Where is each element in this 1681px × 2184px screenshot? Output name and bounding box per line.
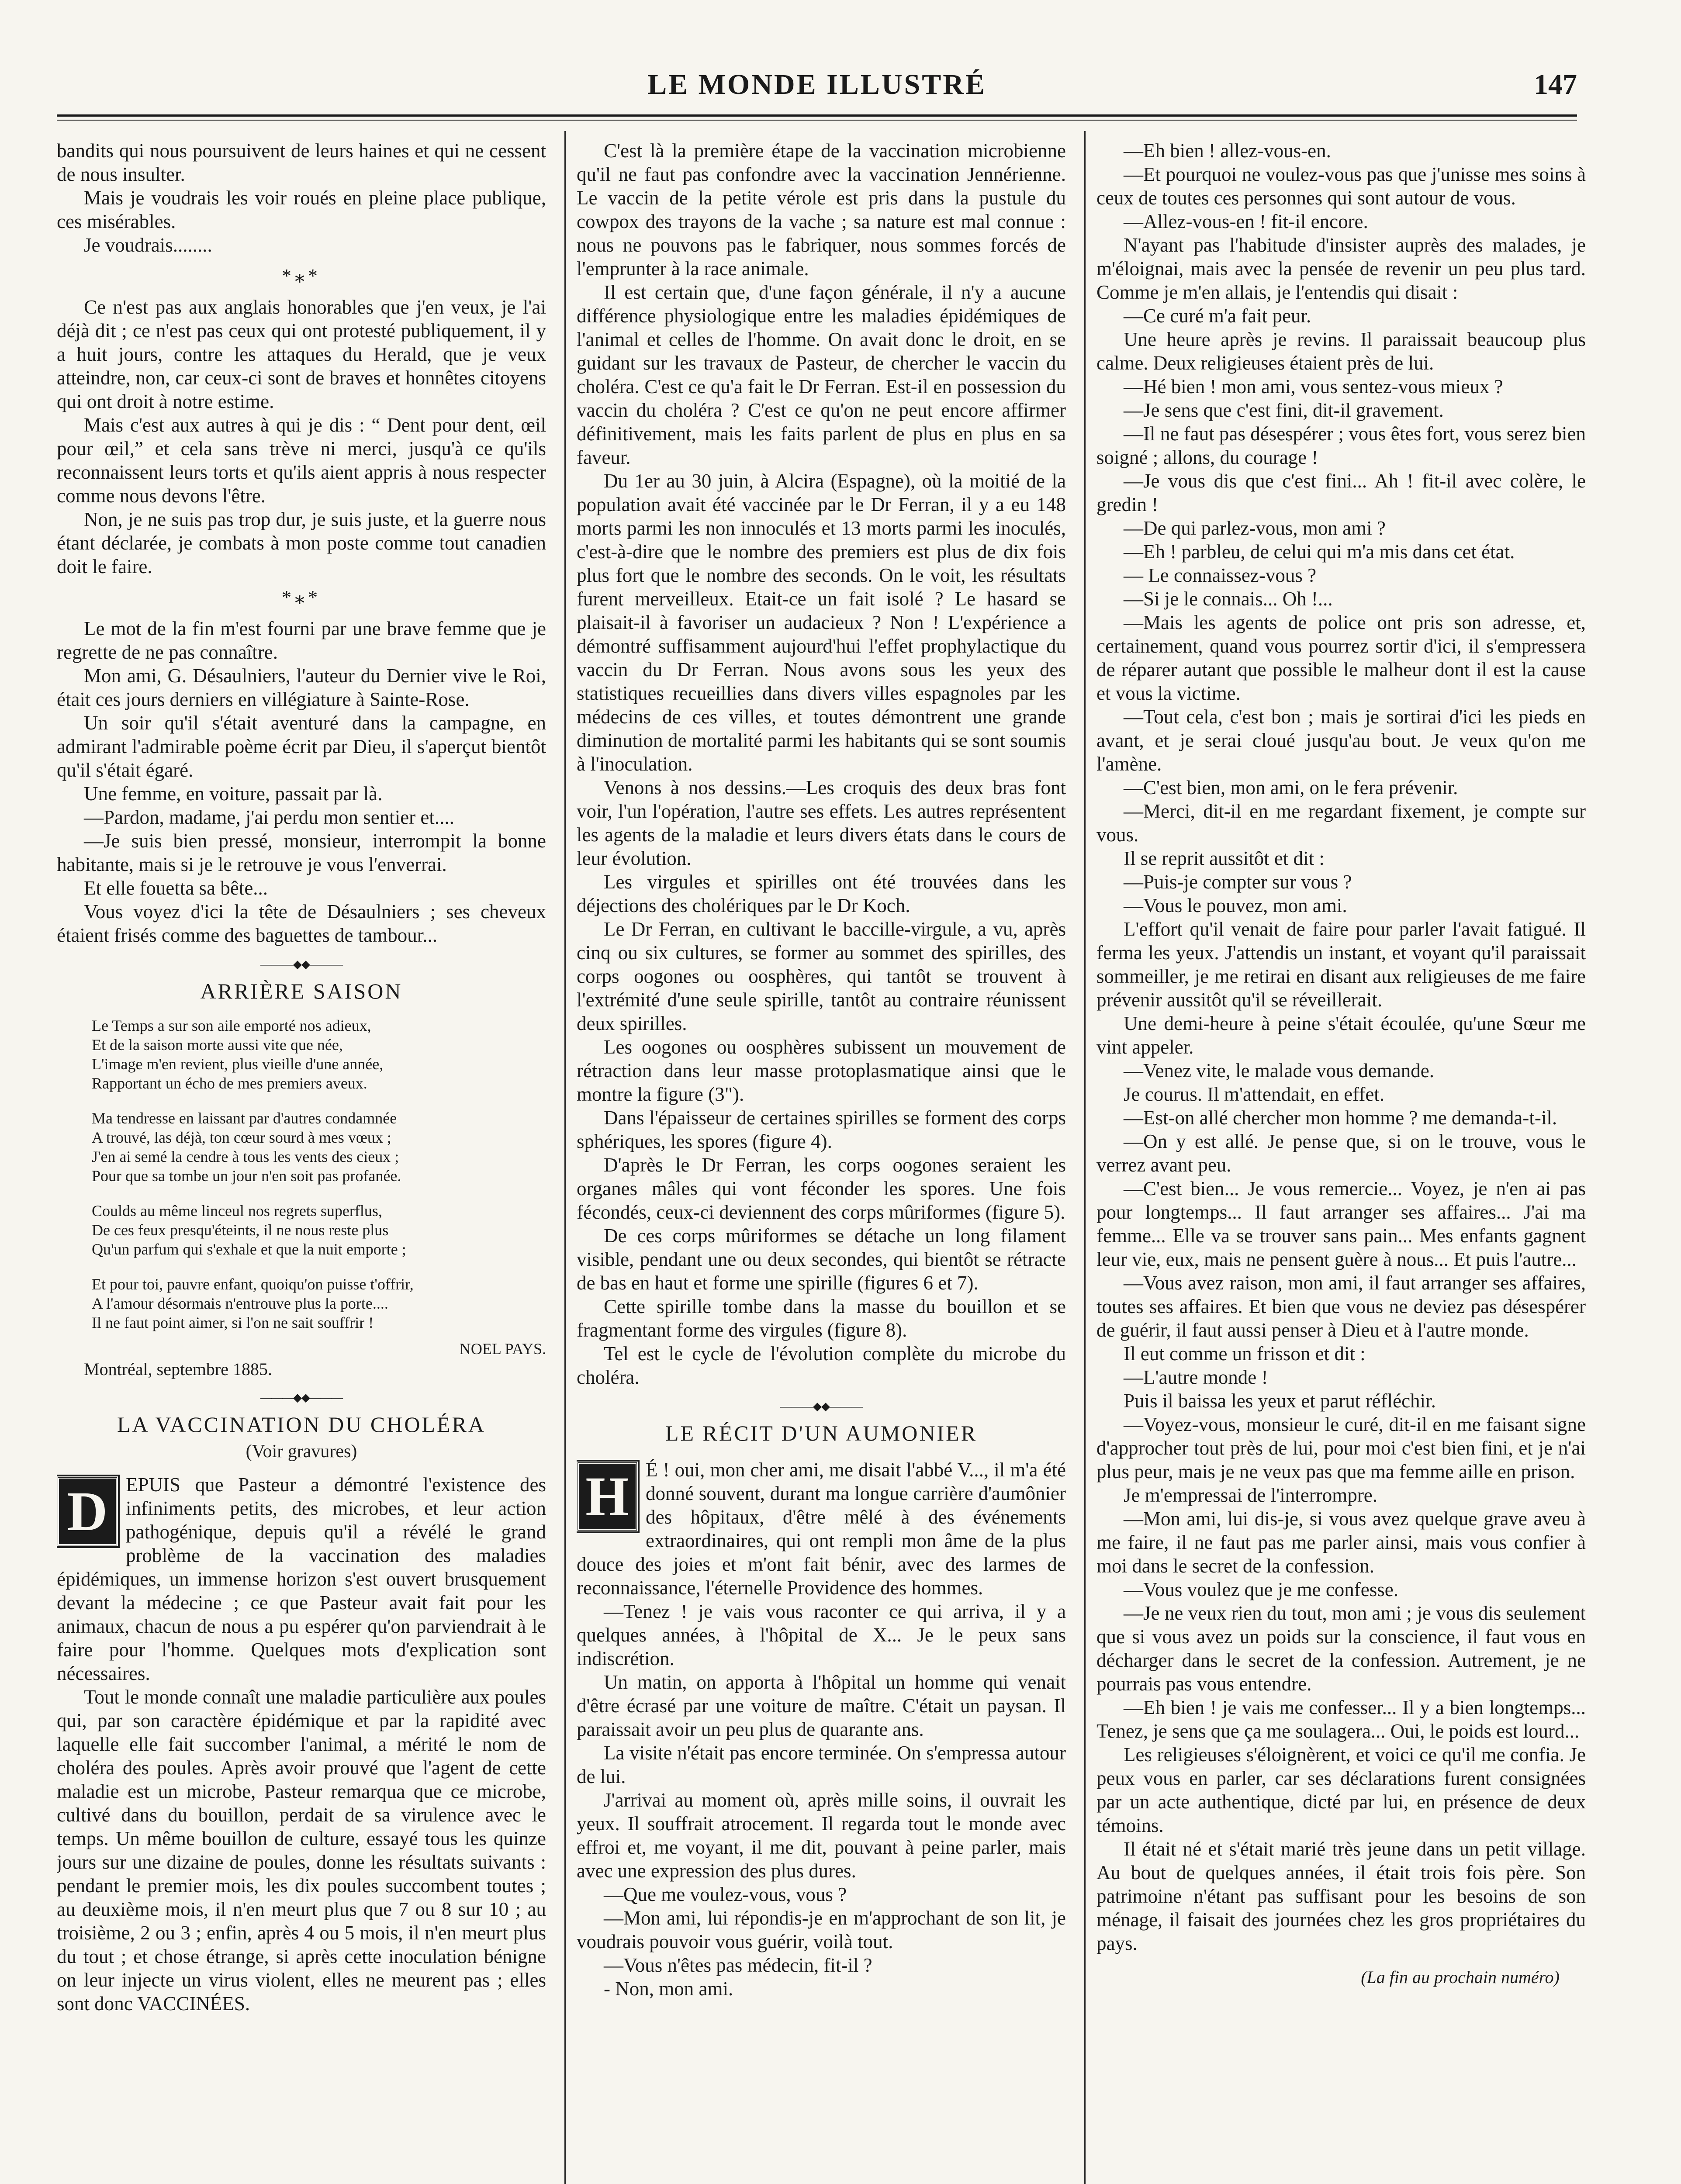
masthead-title: LE MONDE ILLUSTRÉ [647,69,986,100]
paragraph: —Je suis bien pressé, monsieur, interrompit la bonne habitante, mais si je le retrouve je vous l'enverrai. [57,830,546,875]
paragraph: La visite n'était pas encore terminée. On s'empressa autour de lui. [577,1742,1066,1787]
paragraph: D'après le Dr Ferran, les corps oogones seraient les organes mâles qui vont féconder les spores. Une fois fécondés, ceux-ci deviennent des corps mûriformes (figure 5). [577,1154,1066,1223]
poem-title: ARRIÈRE SAISON [200,979,403,1003]
paragraph: —Ce curé m'a fait peur. [1124,305,1311,327]
article-title: LA VACCINATION DU CHOLÉRA [117,1412,486,1437]
poem-line: Et de la saison morte aussi vite que née, [92,1036,343,1054]
paragraph: —Vous avez raison, mon ami, il faut arranger ses affaires, toutes ses affaires. Et bien que vous ne deviez pas désespérer de guérir, il faut aussi penser à Dieu et à l'autre monde. [1096,1272,1586,1341]
paragraph: Du 1er au 30 juin, à Alcira (Espagne), où la moitié de la population avait été vaccinée par le Dr Ferran, il y a eu 148 morts parmi les non innoculés et 13 morts parmi les inoculés, c'est-à-dire que le nombre des premiers est plus de dix fois plus fort que le nombre des seconds. On le voit, les résultats furent merveilleux. Etait-ce un fait isolé ? Le hasard se plaisait-il à favoriser un audacieux ? Non ! L'expérience a démontré suffisamment aujourd'hui l'effet prophylactique du vaccin du Dr Ferran. Nous avons sous les yeux des statistiques recueillies dans divers villes espagnoles par les médecins de ces villes, et toutes démontrent une grande diminution de mortalité parmi les habitants qui se sont soumis à l'inoculation. [577,470,1066,775]
poem-line: A l'amour désormais n'entrouve plus la porte.... [92,1295,388,1312]
paragraph: —Puis-je compter sur vous ? [1124,871,1352,893]
paragraph: —Vous voulez que je me confesse. [1124,1579,1399,1600]
paragraph: Les virgules et spirilles ont été trouvées dans les déjections des cholériques par le Dr Koch. [577,871,1066,916]
paragraph: Une demi-heure à peine s'était écoulée, qu'une Sœur me vint appeler. [1096,1013,1586,1058]
paragraph: —Si je le connais... Oh !... [1124,588,1333,610]
paragraph: Un matin, on apporta à l'hôpital un homme qui venait d'être écrasé par une voiture de maître. C'était un paysan. Il paraissait avoir un peu plus de quarante ans. [577,1671,1066,1740]
paragraph: Il était né et s'était marié très jeune dans un petit village. Au bout de quelques années, il était trois fois père. Son patrimoine n'étant pas suffisant pour les besoins de son ménage, il faisait des journées chez les gros propriétaires du pays. [1096,1838,1586,1954]
poem-line: Et pour toi, pauvre enfant, quoiqu'on puisse t'offrir, [92,1275,414,1293]
paragraph: Il se reprit aussitôt et dit : [1124,847,1325,869]
paragraph: —Mon ami, lui dis-je, si vous avez quelque grave aveu à me faire, il ne faut pas me parler ainsi, mais vous confier à moi dans le secret de la confession. [1096,1508,1586,1577]
paragraph: Les religieuses s'éloignèrent, et voici ce qu'il me confia. Je peux vous en parler, car ses déclarations furent consignées par un acte authentique, dicté par lui, en présence de deux témoins. [1096,1744,1586,1836]
paragraph: Non, je ne suis pas trop dur, je suis juste, et la guerre nous étant déclarée, je combats à mon poste comme tout canadien doit le faire. [57,508,546,577]
paragraph: —Eh bien ! je vais me confesser... Il y a bien longtemps... Tenez, je sens que ça me soulagera... Oui, le poids est lourd... [1096,1697,1586,1742]
paragraph: Le mot de la fin m'est fourni par une brave femme que je regrette de ne pas connaître. [57,618,546,663]
paragraph: —Mon ami, lui répondis-je en m'approchant de son lit, je voudrais pouvoir vous guérir, voilà tout. [577,1907,1066,1952]
section-ornament: ———◆◆——— [260,1391,342,1404]
story-opening [577,1458,1066,1600]
paragraph: Je courus. Il m'attendait, en effet. [1124,1083,1385,1105]
paragraph: Le Dr Ferran, en cultivant le baccille-virgule, a vu, après cinq ou six cultures, se former au sommet des spirilles, des corps oogones ou oosphères, qui tantôt se trouvent à l'extrémité d'une seule spirille, tantôt au contraire réunissent deux spirilles. [577,918,1066,1034]
column-divider [564,131,566,2184]
section-ornament: ———◆◆——— [780,1400,862,1413]
paragraph: Il est certain que, d'une façon générale, il n'y a aucune différence physiologique entre les maladies épidémiques de l'animal et celles de l'homme. On avait donc le droit, en se guidant sur les travaux de Pasteur, de chercher le vaccin du choléra. C'est ce qu'a fait le Dr Ferran. Est-il en possession du vaccin du choléra ? C'est ce qu'on ne peut encore affirmer définitivement, mais les faits parlent de plus en plus en sa faveur. [577,281,1066,468]
paragraph: Un soir qu'il s'était aventuré dans la campagne, en admirant l'admirable poème écrit par Dieu, il s'aperçut bientôt qu'il s'était égaré. [57,712,546,781]
asterism: *⁎* [282,265,321,287]
paragraph: —Eh bien ! allez-vous-en. [1124,140,1331,162]
paragraph: —Pardon, madame, j'ai perdu mon sentier et.... [84,806,454,828]
poem-line: Il ne faut point aimer, si l'on ne sait souffrir ! [92,1314,374,1331]
poem-stanza [92,1201,546,1259]
paragraph: —C'est bien, mon ami, on le fera prévenir. [1124,777,1458,798]
paragraph: - Non, mon ami. [604,1978,733,2000]
poem-line: Coulds au même linceul nos regrets superflus, [92,1202,382,1220]
continued-note: (La fin au prochain numéro) [1361,1967,1560,1987]
poem-line: L'image m'en revient, plus vieille d'une année, [92,1055,384,1073]
paragraph: —Que me voulez-vous, vous ? [604,1883,847,1905]
page-number: 147 [1534,69,1577,100]
paragraph: —Vous n'êtes pas médecin, fit-il ? [604,1954,872,1976]
paragraph: Mon ami, G. Désaulniers, l'auteur du Dernier vive le Roi, était ces jours derniers en villégiature à Sainte-Rose. [57,665,546,710]
asterism: *⁎* [282,587,321,608]
paragraph: —Je ne veux rien du tout, mon ami ; je vous dis seulement que si vous avez un poids sur la conscience, il faut vous en décharger dans le secret de la confession. Autrement, je ne pourrais pas vous entendre. [1096,1602,1586,1695]
paragraph: —C'est bien... Je vous remercie... Voyez, je n'en ai pas pour longtemps... Il faut arranger ses affaires... J'ai ma femme... Elle va se trouver sans pain... Mes enfants gagnent leur vie, eux, mais ne pensent guère à nous... Et puis l'autre... [1096,1178,1586,1270]
poem-stanza [92,1016,546,1093]
paragraph: —Je vous dis que c'est fini... Ah ! fit-il avec colère, le gredin ! [1096,470,1586,515]
poem-line: J'en ai semé la cendre à tous les vents des cieux ; [92,1148,399,1165]
paragraph: —Et pourquoi ne voulez-vous pas que j'unisse mes soins à ceux de toutes ces personnes qui sont autour de vous. [1096,163,1586,209]
article-opening [57,1473,546,1685]
paragraph: — Le connaissez-vous ? [1124,564,1317,586]
paragraph: Puis il baissa les yeux et parut réfléchir. [1124,1390,1436,1412]
page-header [57,66,1577,118]
paragraph: De ces corps mûriformes se détache un long filament visible, pendant une ou deux secondes, qui bientôt se rétracte de bas en haut et forme une spirille (figures 6 et 7). [577,1225,1066,1294]
paragraph: —Tout cela, c'est bon ; mais je sortirai d'ici les pieds en avant, et je serai cloué jusqu'au bout. Je veux qu'on me l'amène. [1096,706,1586,775]
paragraph: É ! oui, mon cher ami, me disait l'abbé V..., il m'a été donné souvent, durant ma longue carrière d'aumônier des hôpitaux, d'être mêlé à des événements extraordinaires, qui ont rempli mon âme de la plus douce des joies et m'ont fait bénir, avec des larmes de reconnaissance, l'éternelle Providence des hommes. [577,1459,1066,1599]
paragraph: —On y est allé. Je pense que, si on le trouve, vous le verrez avant peu. [1096,1130,1586,1176]
paragraph: —Mais les agents de police ont pris son adresse, et, certainement, quand vous pourrez sortir d'ici, il s'empressera de réparer autant que possible le malheur dont il est la cause et vous la victime. [1096,612,1586,704]
drop-cap: H [577,1462,638,1531]
paragraph: Ce n'est pas aux anglais honorables que j'en veux, je l'ai déjà dit ; ce n'est pas ceux qui ont protesté publiquement, il y a huit jours, contre les attaques du Herald, que je veux atteindre, non, car ceux-ci sont de braves et honnêtes citoyens qui ont droit à notre estime. [57,296,546,412]
paragraph: Dans l'épaisseur de certaines spirilles se forment des corps sphériques, les spores (figure 4). [577,1107,1066,1152]
story-continuation [1096,139,1586,1955]
paragraph: Mais je voudrais les voir roués en pleine place publique, ces misérables. [57,187,546,232]
drop-cap: D [57,1476,118,1546]
story-title: LE RÉCIT D'UN AUMONIER [665,1421,978,1445]
paragraph: Une heure après je revins. Il paraissait beaucoup plus calme. Deux religieuses étaient près de lui. [1096,328,1586,374]
poem-line: A trouvé, las déjà, ton cœur sourd à mes vœux ; [92,1129,391,1146]
paragraph: —Eh ! parbleu, de celui qui m'a mis dans cet état. [1124,541,1515,563]
paragraph: EPUIS que Pasteur a démontré l'existence des infiniments petits, des microbes, et leur action pathogénique, depuis qu'il a révélé le grand problème de la vaccination des maladies épidémiques, un immense horizon s'est ouvert brusquement devant la médecine ; ce que Pasteur avait fait pour les animaux, chacun de nous a pu espérer qu'on parviendrait à le faire pour l'homme. Quelques mots d'explication sont nécessaires. [57,1474,546,1684]
paragraph: Tout le monde connaît une maladie particulière aux poules qui, par son caractère épidémique et par la rapidité avec laquelle elle fait succomber l'animal, a mérité le nom de choléra des poules. Après avoir prouvé que l'agent de cette maladie est un microbe, Pasteur remarqua que ce microbe, cultivé dans du bouillon, perdait de sa virulence avec le temps. Un même bouillon de culture, essayé tous les quinze jours sur une dizaine de poules, donne les résultats suivants : pendant le premier mois, les dix poules succombent toutes ; au deuxième mois, il n'en meurt plus que 7 ou 8 sur 10 ; au troisième, 2 ou 3 ; enfin, après 4 ou 5 mois, il n'en meurt plus du tout ; et chose étrange, si après cette inoculation bénigne on leur injecte un virus violent, elles ne meurent pas ; elles sont donc VACCINÉES. [57,1686,546,2015]
column-divider [1084,131,1086,2184]
paragraph: Tel est le cycle de l'évolution complète du microbe du choléra. [577,1343,1066,1388]
paragraph: —Tenez ! je vais vous raconter ce qui arriva, il y a quelques années, à l'hôpital de X... Je le peux sans indiscrétion. [577,1600,1066,1669]
paragraph: —Hé bien ! mon ami, vous sentez-vous mieux ? [1124,376,1503,397]
paragraph: Et elle fouetta sa bête... [84,877,268,899]
poem-line: De ces feux presqu'éteints, il ne nous reste plus [92,1221,389,1239]
paragraph: Vous voyez d'ici la tête de Désaulniers ; ses cheveux étaient frisés comme des baguettes de tambour... [57,901,546,946]
paragraph: —Venez vite, le malade vous demande. [1124,1060,1434,1082]
paragraph: Mais c'est aux autres à qui je dis : “ Dent pour dent, œil pour œil,” et cela sans trève ni merci, jusqu'à ce qu'ils reconnaissent leurs torts et qu'ils aient appris à nous respecter comme nous devons l'être. [57,414,546,507]
header-rule [57,114,1577,117]
paragraph: N'ayant pas l'habitude d'insister auprès des malades, je m'éloignai, mais avec la pensée de revenir un peu plus tard. Comme je m'en allais, je l'entendis qui disait : [1096,234,1586,303]
column-2 [577,139,1066,2184]
poem-line: Rapportant un écho de mes premiers aveux. [92,1075,367,1092]
paragraph: Cette spirille tombe dans la masse du bouillon et se fragmentant forme des virgules (figure 8). [577,1296,1066,1341]
poem-stanza [92,1275,546,1332]
poem-stanza [92,1109,546,1185]
paragraph: Je voudrais........ [84,234,212,256]
paragraph: —Est-on allé chercher mon homme ? me demanda-t-il. [1124,1107,1557,1129]
paragraph: —Vous le pouvez, mon ami. [1124,895,1347,916]
paragraph: —Merci, dit-il en me regardant fixement, je compte sur vous. [1096,800,1586,846]
paragraph: bandits qui nous poursuivent de leurs haines et qui ne cessent de nous insulter. [57,140,546,185]
section-ornament: ———◆◆——— [260,958,342,971]
paragraph: Une femme, en voiture, passait par là. [84,783,383,805]
poem-line: Qu'un parfum qui s'exhale et que la nuit emporte ; [92,1241,406,1258]
poem-signature: NOEL PAYS. [459,1340,546,1358]
poem-line: Pour que sa tombe un jour n'en soit pas profanée. [92,1167,401,1185]
paragraph: Il eut comme un frisson et dit : [1124,1343,1366,1365]
poem-line: Ma tendresse en laissant par d'autres condamnée [92,1109,397,1127]
column-3 [1096,139,1586,2184]
article-subtitle: (Voir gravures) [246,1441,357,1462]
paragraph: J'arrivai au moment où, après mille soins, il ouvrait les yeux. Il souffrait atrocement. Il regarda tout le monde avec effroi et, me voyant, il me dit, pouvant à peine parler, mais avec une expression des plus dures. [577,1789,1066,1882]
poem-line: Le Temps a sur son aile emporté nos adieux, [92,1017,371,1034]
paragraph: —L'autre monde ! [1124,1366,1268,1388]
paragraph: Venons à nos dessins.—Les croquis des deux bras font voir, l'un l'opération, l'autre ses effets. Les autres représentent les agents de la maladie et leurs divers états dans le cours de leur évolution. [577,777,1066,869]
paragraph: —Allez-vous-en ! fit-il encore. [1124,211,1368,232]
paragraph: Les oogones ou oosphères subissent un mouvement de rétraction dans leur masse protoplasmatique ainsi que le montre la figure (3"). [577,1036,1066,1105]
paragraph: Je m'empressai de l'interrompre. [1124,1484,1378,1506]
paragraph: —Voyez-vous, monsieur le curé, dit-il en me faisant signe d'approcher tout près de lui, pour moi c'est bien fini, et je n'ai plus peur, mais je ne veux pas que ma femme aille en prison. [1096,1413,1586,1482]
paragraph: —Il ne faut pas désespérer ; vous êtes fort, vous serez bien soigné ; allons, du courage ! [1096,423,1586,468]
paragraph: —Je sens que c'est fini, dit-il gravement. [1124,399,1444,421]
poem-date: Montréal, septembre 1885. [84,1359,272,1379]
paragraph: —De qui parlez-vous, mon ami ? [1124,517,1386,539]
header-rule-thin [57,120,1577,121]
poem [92,1016,546,1332]
paragraph: C'est là la première étape de la vaccination microbienne qu'il ne faut pas confondre avec la vaccination Jennérienne. Le vaccin de la petite vérole est pris dans la pustule du cowpox des trayons de la vache ; sa nature est mal connue : nous ne pouvons pas le fabriquer, nous sommes forcés de l'emprunter à la race animale. [577,140,1066,280]
column-1 [57,139,546,2184]
paragraph: L'effort qu'il venait de faire pour parler l'avait fatigué. Il ferma les yeux. J'attendis un instant, et voyant qu'il paraissait sommeiller, je me retirai en disant aux religieuses de me faire prévenir aussitôt qu'il se réveillerait. [1096,918,1586,1011]
